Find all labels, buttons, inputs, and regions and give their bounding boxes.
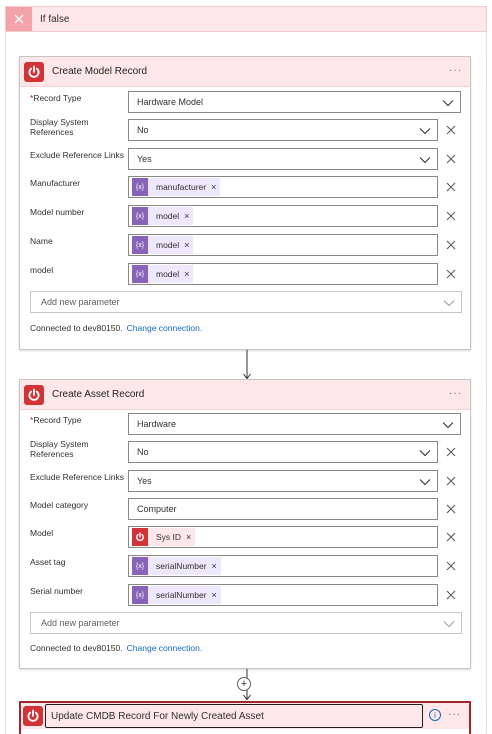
dynamic-content-token[interactable]: {x} model ×	[132, 236, 193, 254]
dynamic-content-token[interactable]: {x} model ×	[132, 207, 193, 225]
remove-param-icon[interactable]	[444, 152, 458, 166]
param-label: Model number	[30, 207, 85, 217]
param-label: model	[30, 265, 54, 275]
remove-param-icon[interactable]	[444, 267, 458, 281]
model-input[interactable]	[128, 526, 438, 548]
expression-icon: {x}	[132, 557, 148, 575]
model-number-input[interactable]	[128, 205, 438, 227]
add-new-parameter-dropdown[interactable]: Add new parameter	[30, 291, 462, 313]
branch-title: If false	[40, 13, 70, 25]
change-connection-link[interactable]: Change connection.	[126, 323, 203, 333]
dynamic-content-token[interactable]: {x} manufacturer ×	[132, 178, 220, 196]
param-label: Exclude Reference Links	[30, 472, 125, 482]
param-row-model-number	[30, 205, 462, 227]
card-title-input[interactable]: Update CMDB Record For Newly Created Asset	[45, 704, 423, 728]
token-remove-icon[interactable]: ×	[184, 269, 190, 279]
record-type-dropdown[interactable]: Hardware Model	[128, 91, 461, 113]
param-label: Display System References	[30, 439, 89, 459]
connector-arrow-icon	[243, 350, 251, 380]
condition-branch-header[interactable]	[5, 6, 487, 32]
connection-info: Connected to dev80150. Change connection.	[30, 323, 203, 333]
param-row-name	[30, 234, 462, 256]
more-options-icon[interactable]: ···	[449, 388, 462, 399]
model-category-input[interactable]: Computer	[128, 498, 438, 520]
remove-param-icon[interactable]	[444, 474, 458, 488]
param-label: *Record Type	[30, 93, 82, 103]
info-icon[interactable]: i	[429, 709, 441, 721]
servicenow-power-icon	[24, 62, 44, 82]
branch-close-icon[interactable]	[6, 7, 32, 31]
card-title: Create Asset Record	[52, 389, 145, 400]
expression-icon: {x}	[132, 207, 148, 225]
param-label: Exclude Reference Links	[30, 150, 125, 160]
expression-icon: {x}	[132, 236, 148, 254]
param-label: Display System References	[30, 117, 89, 137]
param-row-record-type	[30, 413, 462, 435]
more-options-icon[interactable]: ···	[449, 65, 462, 76]
param-row-serial-number	[30, 584, 462, 606]
param-label: Serial number	[30, 586, 83, 596]
change-connection-link[interactable]: Change connection.	[126, 643, 203, 653]
dynamic-content-token[interactable]: {x} serialNumber ×	[132, 586, 221, 604]
create-asset-record-card	[19, 379, 471, 669]
exclude-reference-links-dropdown[interactable]: Yes	[128, 148, 438, 170]
remove-param-icon[interactable]	[444, 445, 458, 459]
param-label: Name	[30, 236, 53, 246]
param-row-model-category	[30, 498, 462, 520]
token-remove-icon[interactable]: ×	[186, 532, 192, 542]
connection-info: Connected to dev80150. Change connection.	[30, 643, 203, 653]
manufacturer-input[interactable]	[128, 176, 438, 198]
chevron-down-icon	[443, 618, 455, 630]
param-row-model	[30, 263, 462, 285]
chevron-down-icon	[419, 125, 431, 137]
remove-param-icon[interactable]	[444, 588, 458, 602]
expression-icon: {x}	[132, 265, 148, 283]
chevron-down-icon	[443, 297, 455, 309]
model-input[interactable]	[128, 263, 438, 285]
remove-param-icon[interactable]	[444, 123, 458, 137]
remove-param-icon[interactable]	[444, 502, 458, 516]
serial-number-input[interactable]	[128, 584, 438, 606]
remove-param-icon[interactable]	[444, 559, 458, 573]
token-remove-icon[interactable]: ×	[184, 240, 190, 250]
card-header[interactable]	[21, 703, 469, 729]
name-input[interactable]	[128, 234, 438, 256]
dynamic-content-token[interactable]: {x} serialNumber ×	[132, 557, 221, 575]
card-header[interactable]	[20, 380, 470, 410]
chevron-down-icon	[419, 154, 431, 166]
expression-icon: {x}	[132, 586, 148, 604]
add-new-parameter-dropdown[interactable]: Add new parameter	[30, 612, 462, 634]
param-label: *Record Type	[30, 415, 82, 425]
servicenow-power-icon	[132, 528, 148, 546]
display-system-references-dropdown[interactable]: No	[128, 441, 438, 463]
param-row-record-type	[30, 91, 462, 113]
chevron-down-icon	[419, 476, 431, 488]
remove-param-icon[interactable]	[444, 238, 458, 252]
servicenow-power-icon	[23, 706, 43, 726]
card-header[interactable]	[20, 57, 470, 87]
token-remove-icon[interactable]: ×	[211, 561, 217, 571]
param-label: Model category	[30, 500, 89, 510]
param-row-display-system-references	[30, 119, 462, 141]
record-type-dropdown[interactable]: Hardware	[128, 413, 461, 435]
token-remove-icon[interactable]: ×	[211, 182, 217, 192]
dynamic-content-token[interactable]: Sys ID ×	[132, 528, 195, 546]
update-cmdb-record-card[interactable]	[19, 701, 471, 734]
card-title: Create Model Record	[52, 66, 148, 77]
param-row-asset-tag	[30, 555, 462, 577]
param-row-manufacturer	[30, 176, 462, 198]
token-remove-icon[interactable]: ×	[211, 590, 217, 600]
insert-step-plus-icon[interactable]: +	[237, 677, 251, 691]
chevron-down-icon	[442, 419, 454, 431]
param-row-display-system-references	[30, 441, 462, 463]
param-label: Asset tag	[30, 557, 66, 567]
create-model-record-card	[19, 56, 471, 350]
expression-icon: {x}	[132, 178, 148, 196]
servicenow-power-icon	[24, 385, 44, 405]
chevron-down-icon	[442, 97, 454, 109]
param-row-exclude-reference-links	[30, 148, 462, 170]
param-label: Manufacturer	[30, 178, 81, 188]
token-remove-icon[interactable]: ×	[184, 211, 190, 221]
param-row-exclude-reference-links	[30, 470, 462, 492]
remove-param-icon[interactable]	[444, 180, 458, 194]
exclude-reference-links-dropdown[interactable]: Yes	[128, 470, 438, 492]
dynamic-content-token[interactable]: {x} model ×	[132, 265, 193, 283]
param-row-model	[30, 526, 462, 548]
display-system-references-dropdown[interactable]: No	[128, 119, 438, 141]
remove-param-icon[interactable]	[444, 530, 458, 544]
remove-param-icon[interactable]	[444, 209, 458, 223]
param-label: Model	[30, 528, 54, 538]
asset-tag-input[interactable]	[128, 555, 438, 577]
more-options-icon[interactable]: ···	[448, 709, 461, 720]
chevron-down-icon	[419, 447, 431, 459]
